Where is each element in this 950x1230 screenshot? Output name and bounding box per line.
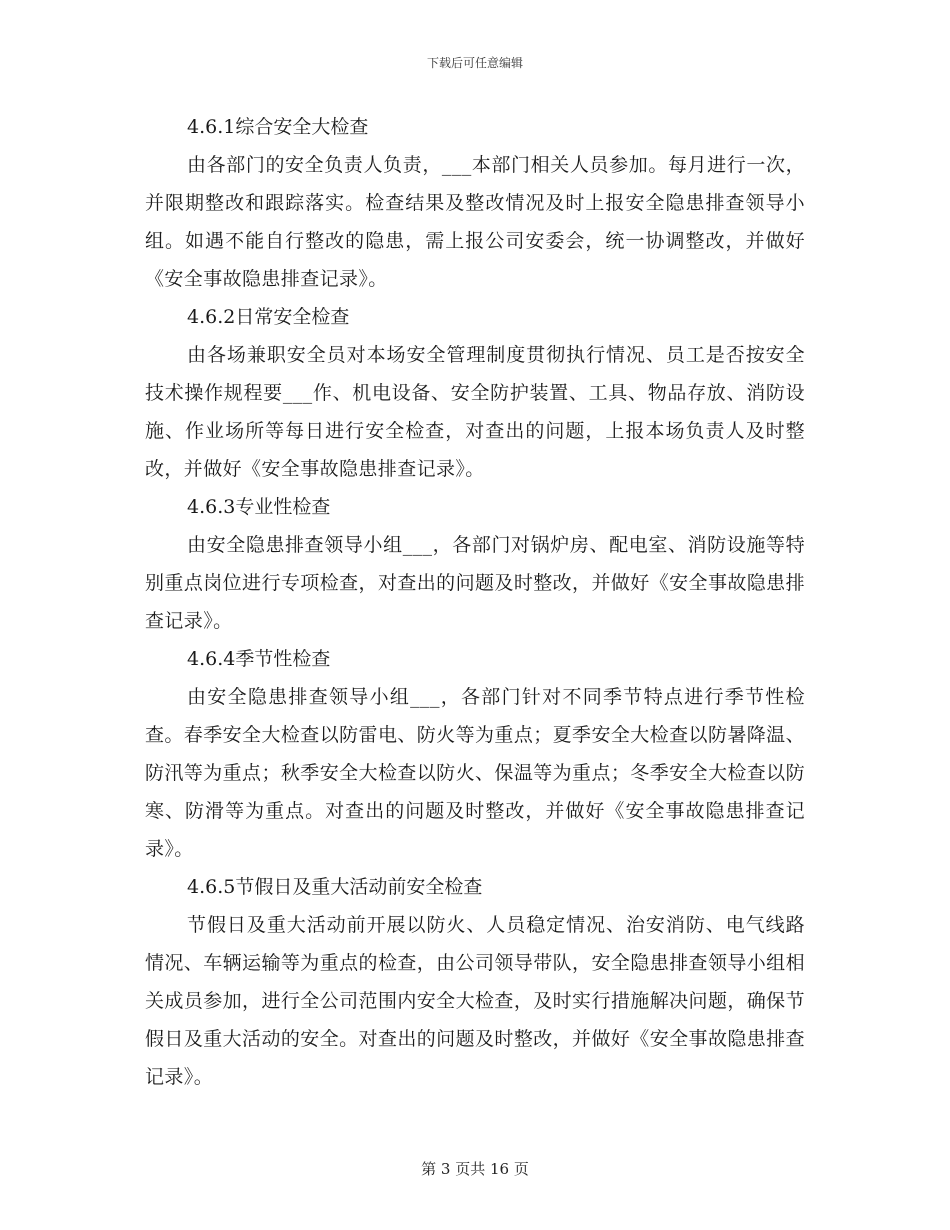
section-body-4-6-1: 由各部门的安全负责人负责，___本部门相关人员参加。每月进行一次，并限期整改和跟踪落实。检查结果及整改情况及时上报安全隐患排查领导小组。如遇不能自行整改的隐患，需上报公司安委会，统一协调整改，并做好《安全事故隐患排查记录》。 — [145, 154, 805, 290]
section-body-4-6-4: 由安全隐患排查领导小组___，各部门针对不同季节特点进行季节性检查。春季安全大检查以防雷电、防火等为重点；夏季安全大检查以防暑降温、防汛等为重点；秋季安全大检查以防火、保温等为重点；冬季安全大检查以防寒、防滑等为重点。对查出的问题及时整改，并做好《安全事故隐患排查记录》。 — [145, 686, 805, 860]
document-body — [145, 108, 805, 1096]
page-footer: 第 3 页共 16 页 — [421, 1160, 529, 1178]
section-heading-4-6-1: 4.6.1综合安全大检查 — [187, 116, 369, 138]
section-body-4-6-5: 节假日及重大活动前开展以防火、人员稳定情况、治安消防、电气线路情况、车辆运输等为重点的检查，由公司领导带队，安全隐患排查领导小组相关成员参加，进行全公司范围内安全大检查，及时实行措施解决问题，确保节假日及重大活动的安全。对查出的问题及时整改，并做好《安全事故隐患排查记录》。 — [145, 914, 805, 1088]
section-body-4-6-3: 由安全隐患排查领导小组___，各部门对锅炉房、配电室、消防设施等特别重点岗位进行专项检查，对查出的问题及时整改，并做好《安全事故隐患排查记录》。 — [145, 534, 805, 632]
section-heading-4-6-2: 4.6.2日常安全检查 — [187, 306, 350, 328]
section-heading-4-6-3: 4.6.3专业性检查 — [187, 496, 331, 518]
section-heading-4-6-4: 4.6.4季节性检查 — [187, 648, 331, 670]
section-body-4-6-2: 由各场兼职安全员对本场安全管理制度贯彻执行情况、员工是否按安全技术操作规程要___作、机电设备、安全防护装置、工具、物品存放、消防设施、作业场所等每日进行安全检查，对查出的问题，上报本场负责人及时整改，并做好《安全事故隐患排查记录》。 — [145, 344, 805, 480]
section-heading-4-6-5: 4.6.5节假日及重大活动前安全检查 — [187, 876, 483, 898]
page-header: 下载后可任意编辑 — [426, 56, 523, 70]
